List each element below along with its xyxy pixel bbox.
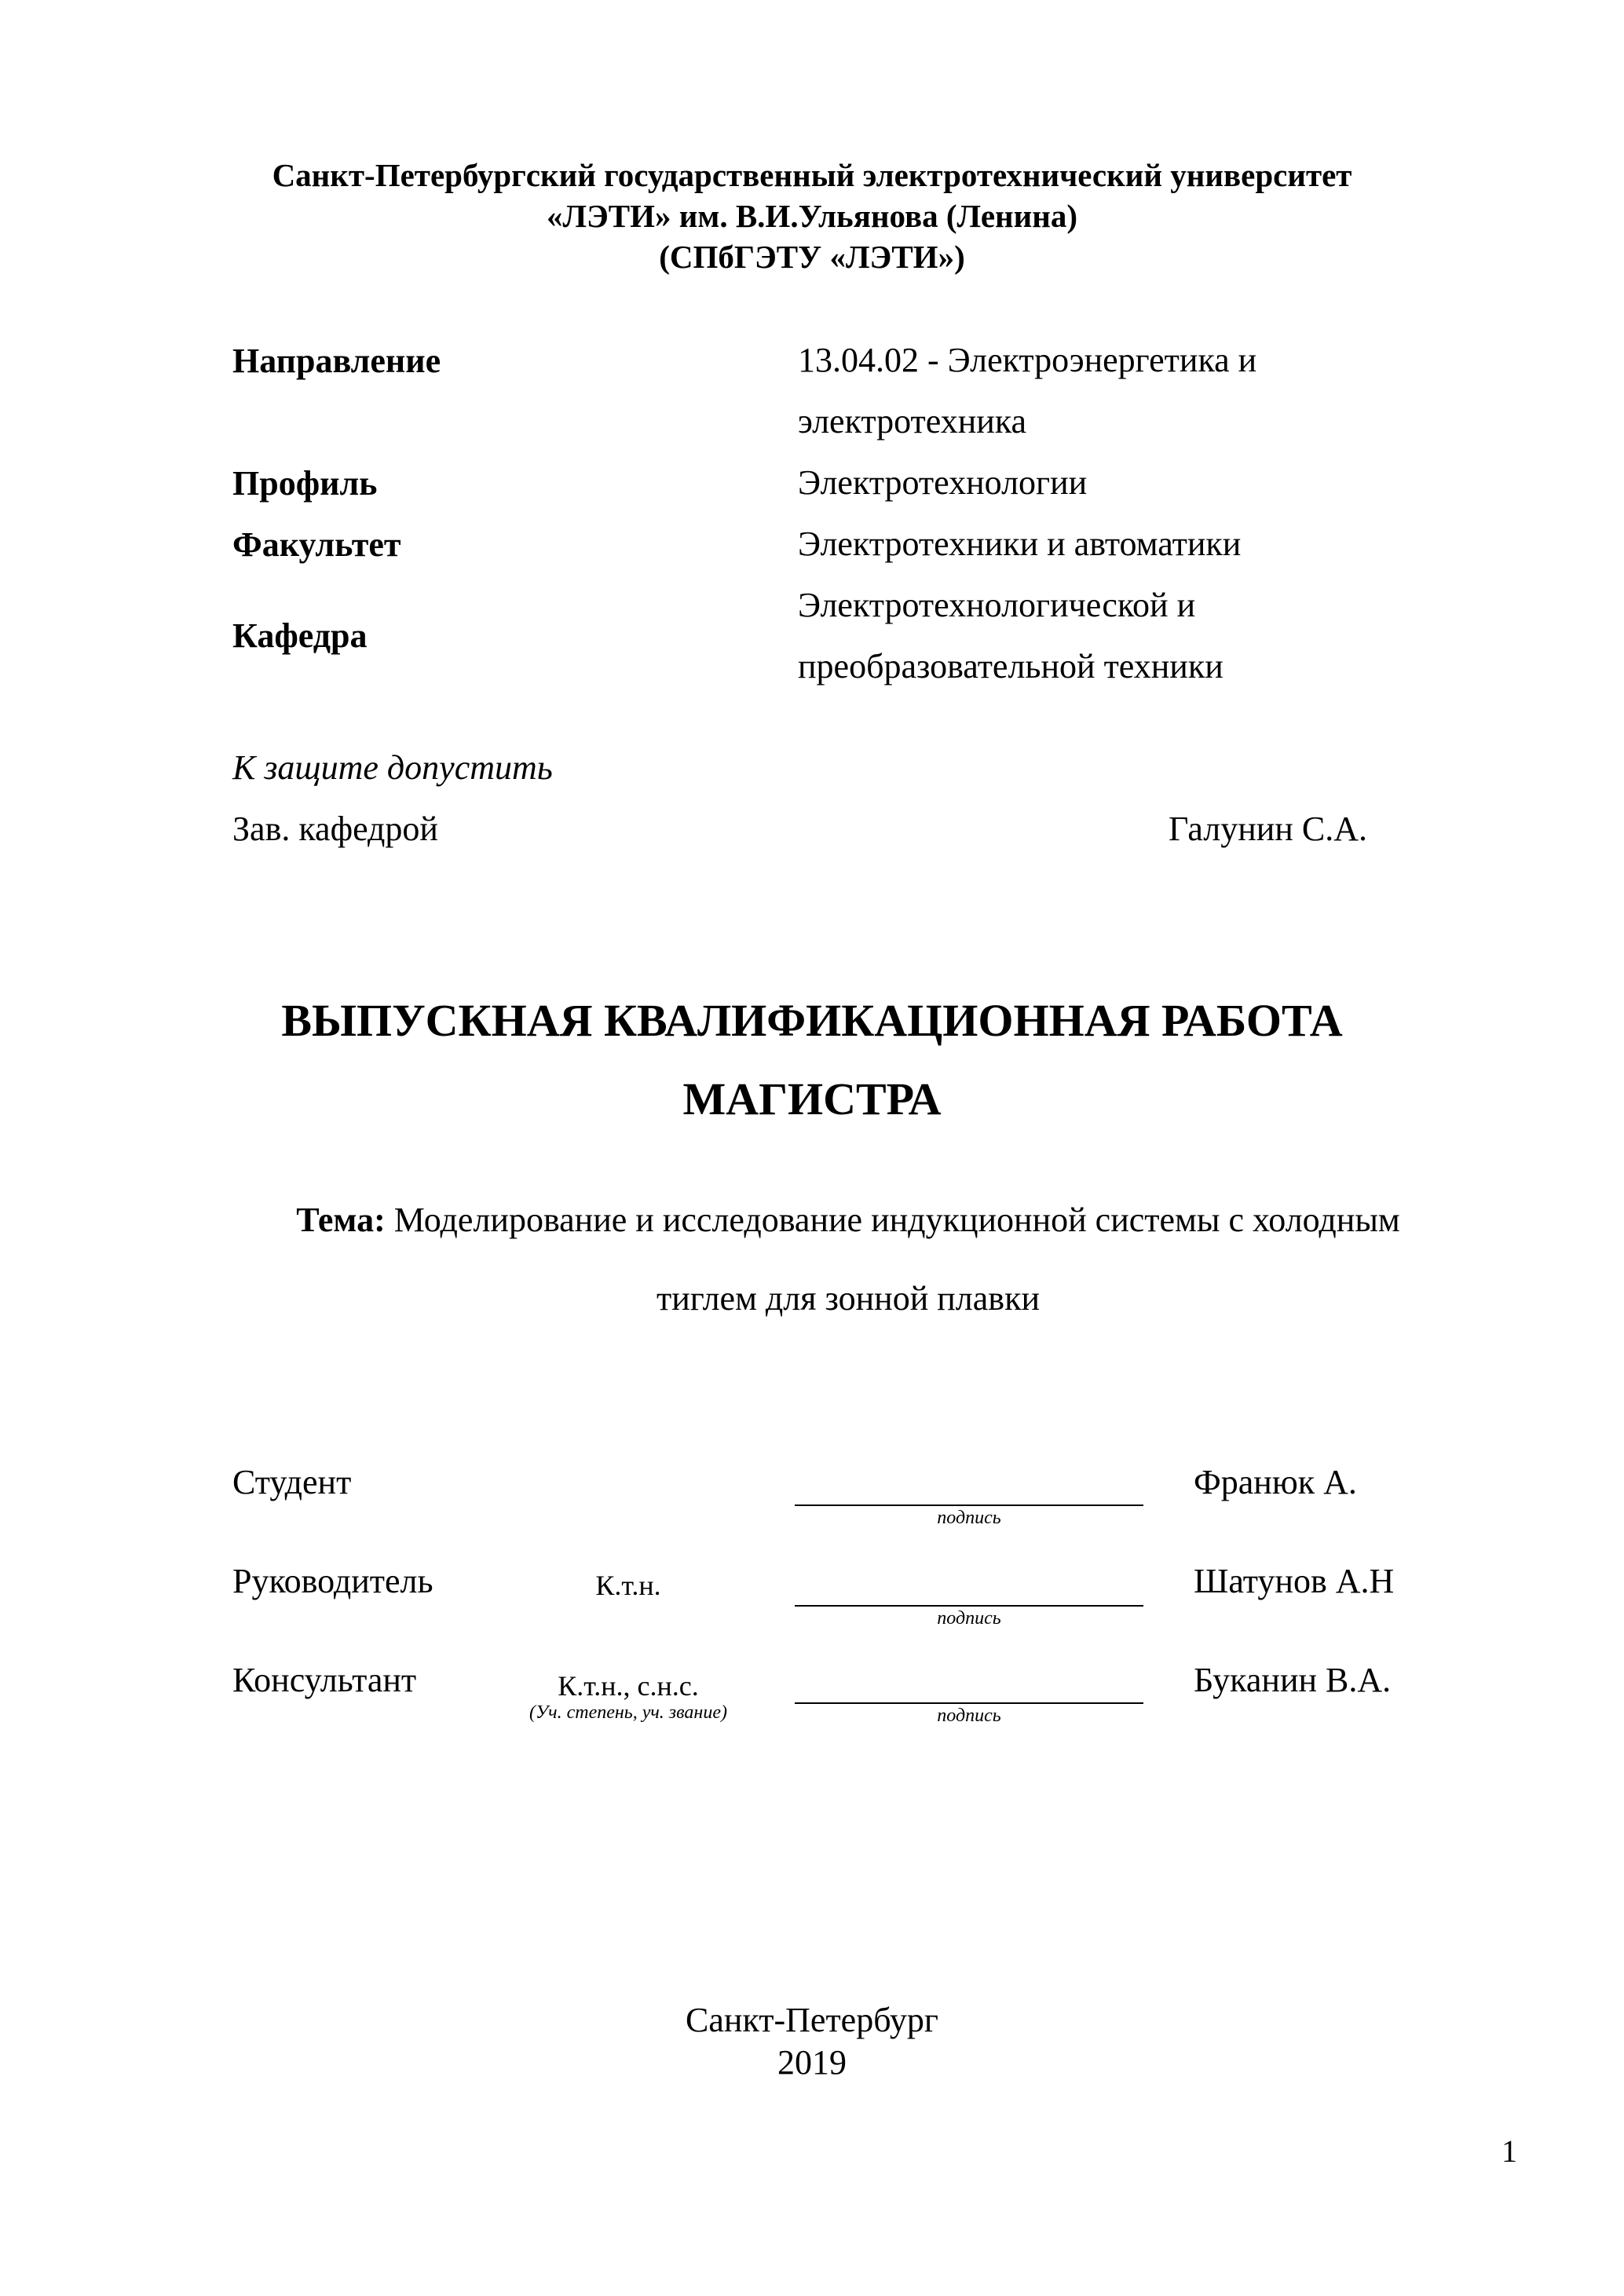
- consultant-signature-caption: подпись: [937, 1706, 1001, 1726]
- consultant-signature-line: [795, 1702, 1143, 1704]
- page-number: 1: [1501, 2133, 1517, 2169]
- department-value-line1: Электротехнологической и: [798, 586, 1196, 624]
- profile-value: Электротехнологии: [798, 463, 1088, 502]
- supervisor-name: Шатунов А.Н: [1194, 1562, 1395, 1600]
- department-value-line2: преобразовательной техники: [798, 647, 1223, 686]
- city: Санкт-Петербург: [686, 2001, 938, 2039]
- student-signature-caption: подпись: [937, 1508, 1001, 1528]
- university-abbreviation: (СПбГЭТУ «ЛЭТИ»): [659, 239, 965, 275]
- admission-text: К защите допустить: [232, 748, 553, 787]
- consultant-degree-caption: (Уч. степень, уч. звание): [529, 1702, 727, 1723]
- department-value: [798, 575, 1442, 697]
- faculty-value: Электротехники и автоматики: [798, 525, 1242, 563]
- topic-line1: [188, 1181, 1508, 1260]
- year: 2019: [777, 2043, 847, 2082]
- department-label: Кафедра: [232, 616, 368, 655]
- topic-label: Тема:: [296, 1201, 386, 1239]
- consultant-degree: К.т.н., с.н.с.: [558, 1670, 699, 1702]
- supervisor-signature-caption: подпись: [937, 1608, 1001, 1629]
- topic-text-1: Моделирование и исследование индукционной системы с холодным: [385, 1201, 1400, 1239]
- direction-value-line2: электротехника: [798, 402, 1027, 441]
- faculty-label: Факультет: [232, 525, 401, 564]
- direction-label: Направление: [232, 342, 441, 380]
- university-short-name: «ЛЭТИ» им. В.И.Ульянова (Ленина): [546, 198, 1078, 234]
- document-title-line1: ВЫПУСКНАЯ КВАЛИФИКАЦИОННАЯ РАБОТА: [281, 995, 1343, 1046]
- document-title-line2: МАГИСТРА: [682, 1073, 942, 1124]
- head-of-department-name: Галунин С.А.: [1169, 810, 1367, 848]
- head-of-department-label: Зав. кафедрой: [232, 810, 438, 848]
- profile-label: Профиль: [232, 464, 378, 503]
- consultant-role: Консультант: [232, 1661, 417, 1699]
- topic: [188, 1181, 1508, 1338]
- direction-value: [798, 330, 1442, 452]
- direction-value-line1: 13.04.02 - Электроэнергетика и: [798, 341, 1257, 379]
- consultant-name: Буканин В.А.: [1194, 1661, 1392, 1699]
- student-role: Студент: [232, 1463, 352, 1501]
- topic-line2: тиглем для зонной плавки: [657, 1279, 1040, 1318]
- student-name: Франюк А.: [1194, 1463, 1357, 1501]
- student-signature-line: [795, 1504, 1143, 1506]
- supervisor-degree: К.т.н.: [595, 1570, 661, 1601]
- supervisor-signature-line: [795, 1605, 1143, 1607]
- university-name: Санкт-Петербургский государственный электротехнический университет: [272, 157, 1352, 193]
- supervisor-role: Руководитель: [232, 1562, 433, 1600]
